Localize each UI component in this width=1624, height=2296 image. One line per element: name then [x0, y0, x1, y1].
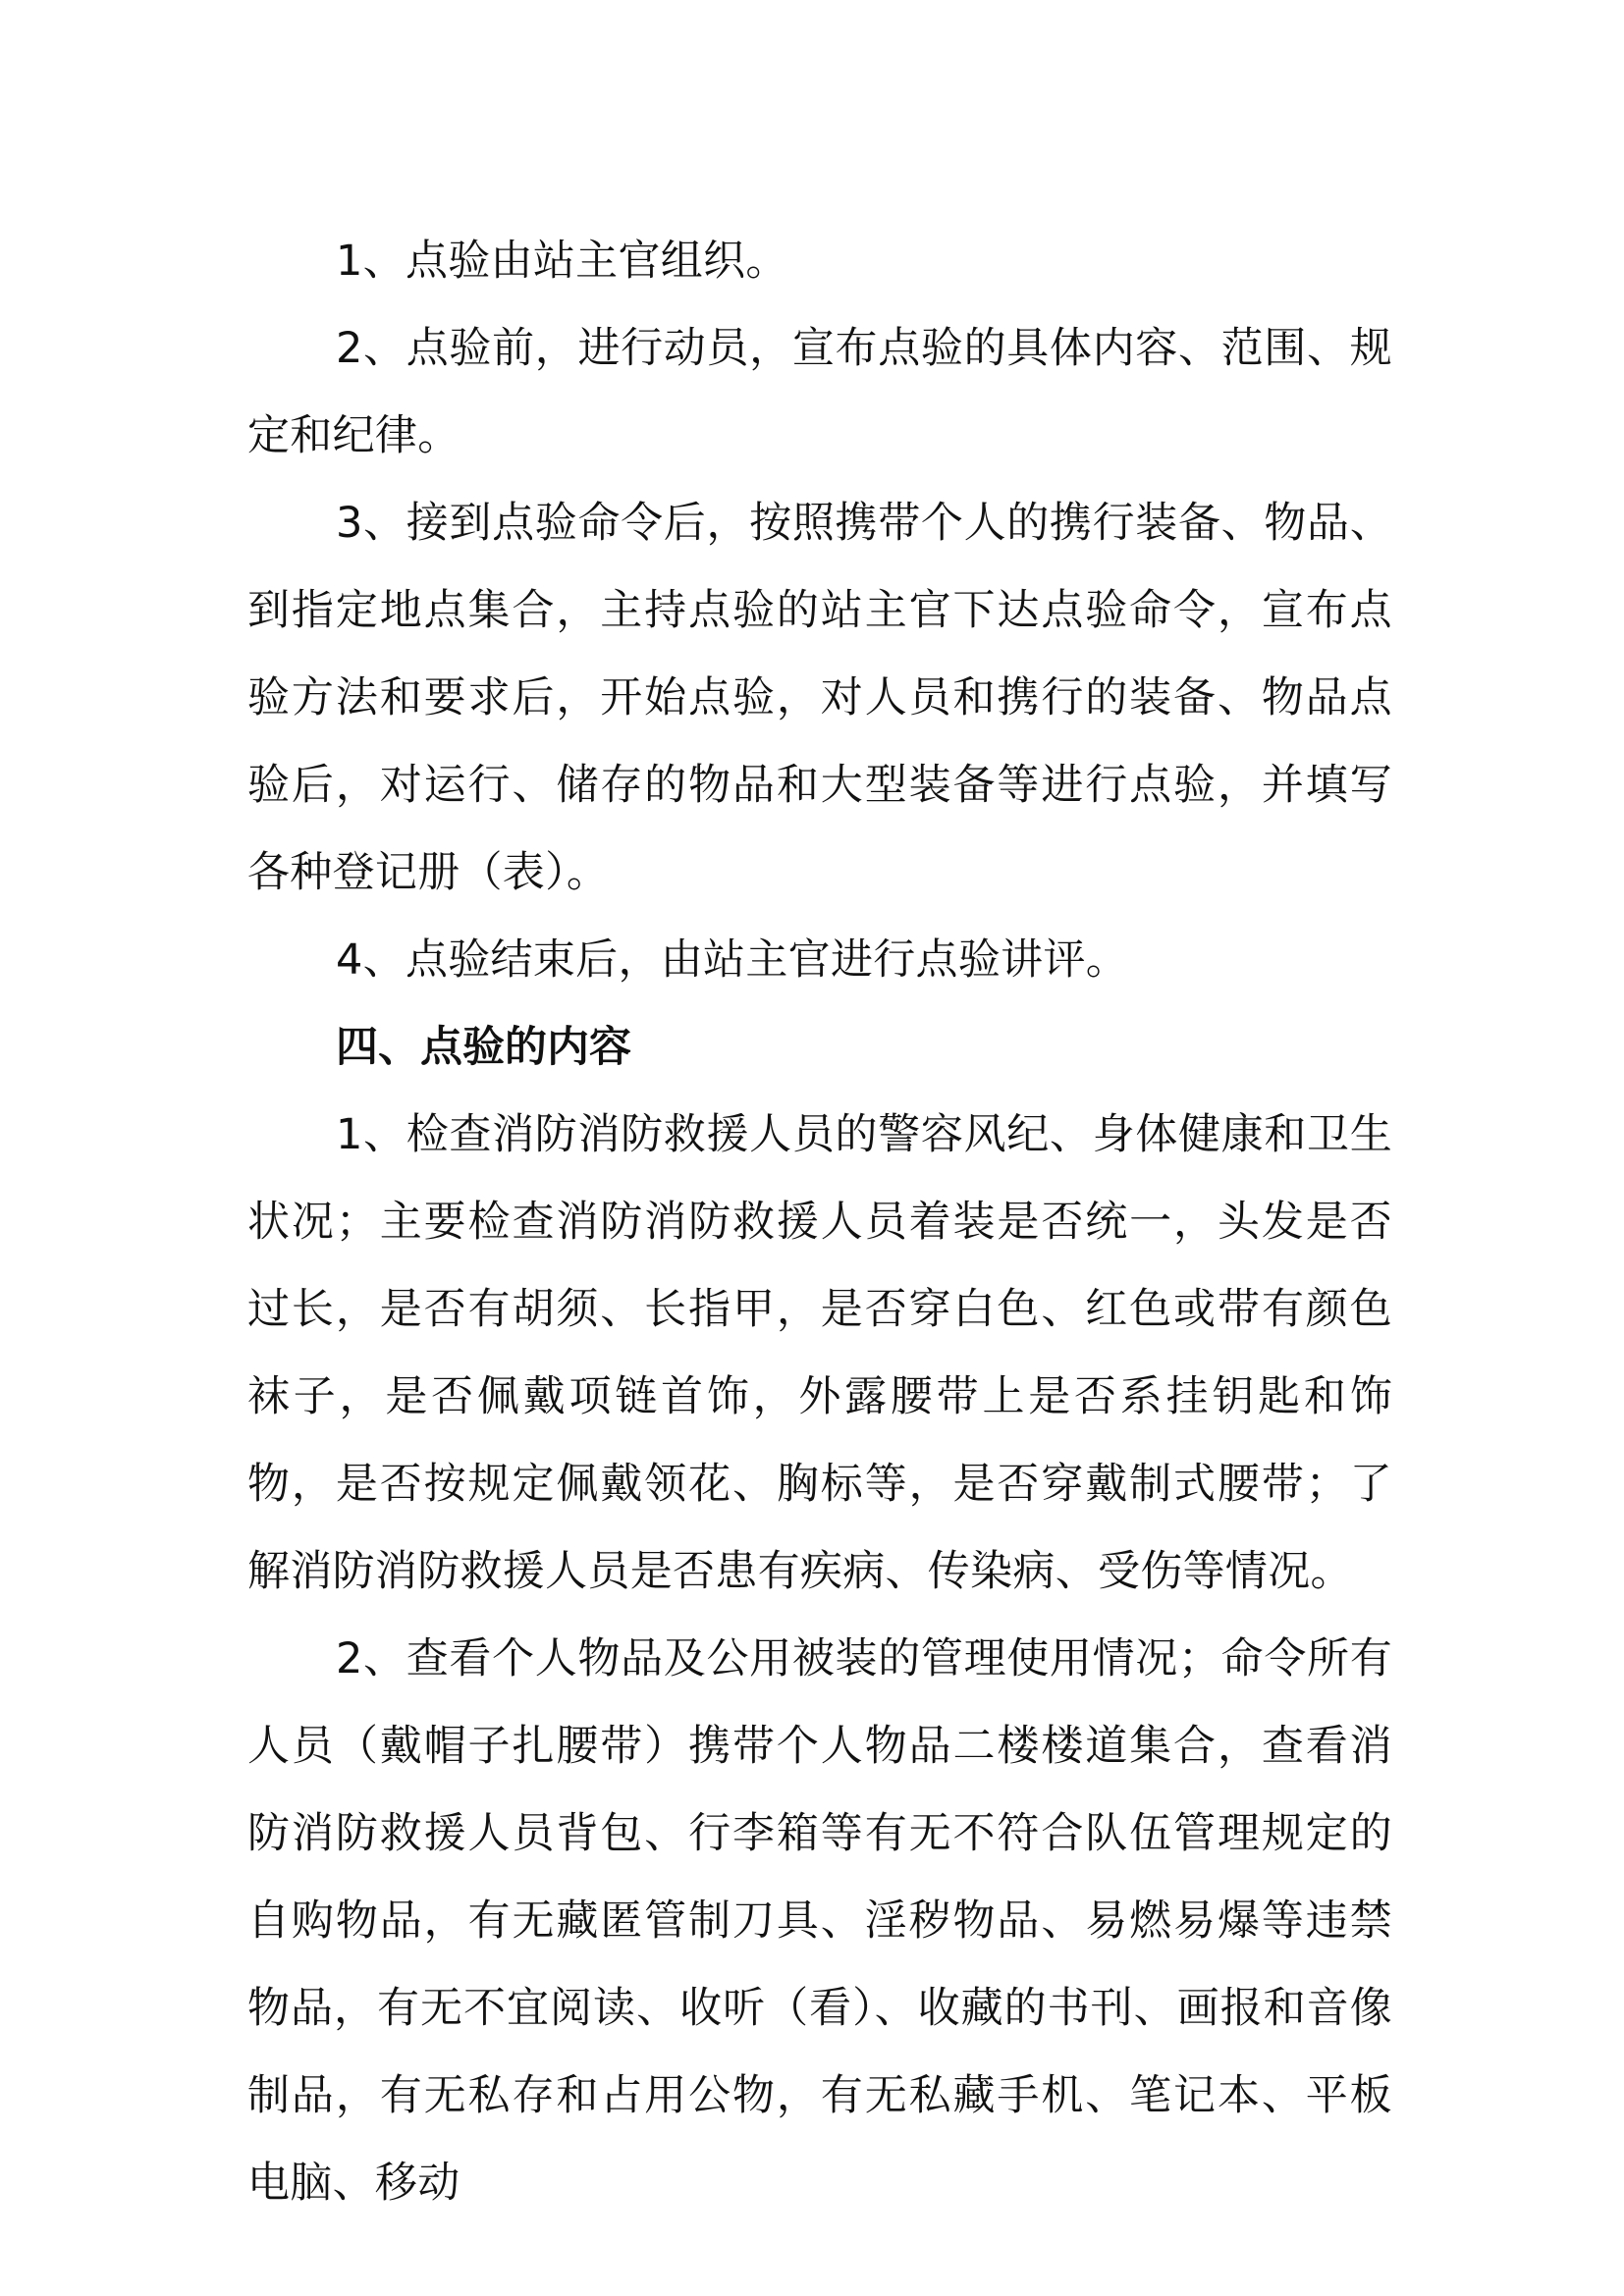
paragraph-4: 4、点验结束后，由站主官进行点验讲评。	[336, 935, 1129, 985]
paragraph-3: 3、接到点验命令后，按照携带个人的携行装备、物品、到指定地点集合，主持点验的站主官下达点验命令，宣布点验方法和要求后，开始点验，对人员和携行的装备、物品点验后，对运行、储存的物品和大型装备等进行点验，并填写各种登记册（表）。	[247, 499, 1392, 897]
document-body	[247, 218, 1392, 2227]
paragraph-2: 2、点验前，进行动员，宣布点验的具体内容、范围、规定和纪律。	[247, 324, 1392, 460]
paragraph-5: 1、检查消防消防救援人员的警容风纪、身体健康和卫生状况；主要检查消防消防救援人员着装是否统一，头发是否过长，是否有胡须、长指甲，是否穿白色、红色或带有颜色袜子，是否佩戴项链首饰，外露腰带上是否系挂钥匙和饰物，是否按规定佩戴领花、胸标等，是否穿戴制式腰带；了解消防消防救援人员是否患有疾病、传染病、受伤等情况。	[247, 1110, 1392, 1596]
section-heading: 四、点验的内容	[336, 1023, 631, 1072]
paragraph-6: 2、查看个人物品及公用被装的管理使用情况；命令所有人员（戴帽子扎腰带）携带个人物品二楼楼道集合，查看消防消防救援人员背包、行李箱等有无不符合队伍管理规定的自购物品，有无藏匿管制刀具、淫秽物品、易燃易爆等违禁物品，有无不宜阅读、收听（看）、收藏的书刊、画报和音像制品，有无私存和占用公物，有无私藏手机、笔记本、平板电脑、移动	[247, 1634, 1392, 2208]
paragraph-1: 1、点验由站主官组织。	[336, 237, 788, 286]
